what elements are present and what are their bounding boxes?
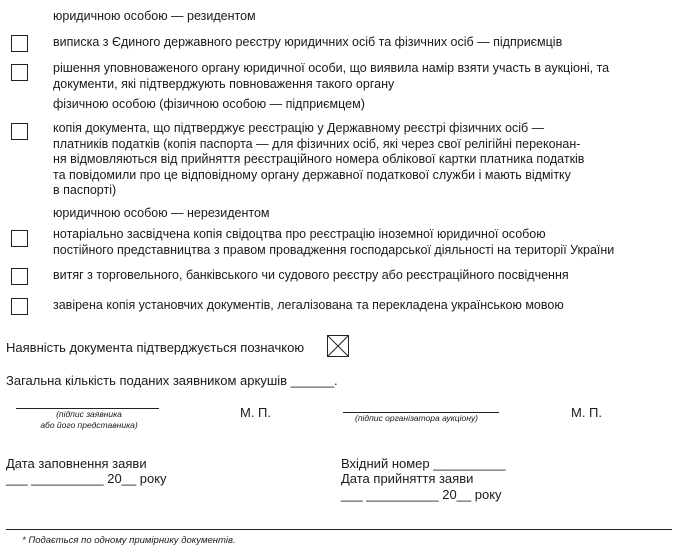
confirmation-label: Наявність документа підтверджується позначкою: [6, 340, 305, 355]
item-registry: витяг з торговельного, банківського чи судового реєстру або реєстраційного посвідчення: [53, 268, 569, 282]
checkbox-extract[interactable]: [11, 35, 28, 52]
accept-date-field[interactable]: ___ __________ 20__ року: [341, 487, 502, 502]
footnote-divider: [6, 529, 672, 530]
section-resident: юридичною особою — резидентом: [53, 9, 256, 23]
item-extract: виписка з Єдиного державного реєстру юридичних осіб та фізичних осіб — підприємців: [53, 35, 563, 49]
stamp-left: М. П.: [240, 405, 272, 420]
fill-date-label: Дата заповнення заяви: [6, 456, 147, 471]
section-nonresident: юридичною особою — нерезидентом: [53, 206, 270, 220]
sheets-count-label: Загальна кількість поданих заявником аркушів ______.: [6, 373, 338, 388]
applicant-signature-caption: (підпис заявника або його представника): [40, 409, 138, 430]
section-individual: фізичною особою (фізичною особою — підприємцем): [53, 97, 365, 111]
fill-date-field[interactable]: ___ __________ 20__ року: [6, 471, 167, 486]
footnote: * Подається по одному примірнику документів.: [22, 535, 236, 546]
checkbox-decision[interactable]: [11, 64, 28, 81]
checkbox-notarized[interactable]: [11, 230, 28, 247]
incoming-number-field[interactable]: Вхідний номер __________: [341, 456, 506, 471]
checkbox-passport[interactable]: [11, 123, 28, 140]
checkbox-charter[interactable]: [11, 298, 28, 315]
stamp-right: М. П.: [571, 405, 603, 420]
item-passport: копія документа, що підтверджує реєстрацію у Державному реєстрі фізичних осіб — платників податків (копія паспорта — для фізичних осіб, які через свої релігійні переконан- ня відмовляються від прийняття реєстраційного номера облікової картки платника податків та повідомили про це відповідному органу державної податкової служби і мають відмітку в паспорті): [53, 121, 585, 197]
item-notarized: нотаріально засвідчена копія свідоцтва про реєстрацію іноземної юридичної особою постійного представництва з правом провадження господарської діяльності на території України: [53, 227, 615, 257]
item-decision: рішення уповноваженого органу юридичної особи, що виявила намір взяти участь в аукціоні, та документи, які підтверджують повноваження такого органу: [53, 61, 610, 91]
marked-checkbox-icon: [327, 335, 349, 357]
checkbox-registry[interactable]: [11, 268, 28, 285]
accept-date-label: Дата прийняття заяви: [341, 471, 474, 486]
organizer-signature-caption: (підпис організатора аукціону): [355, 413, 479, 423]
item-charter: завірена копія установчих документів, легалізована та перекладена українською мовою: [53, 298, 564, 312]
